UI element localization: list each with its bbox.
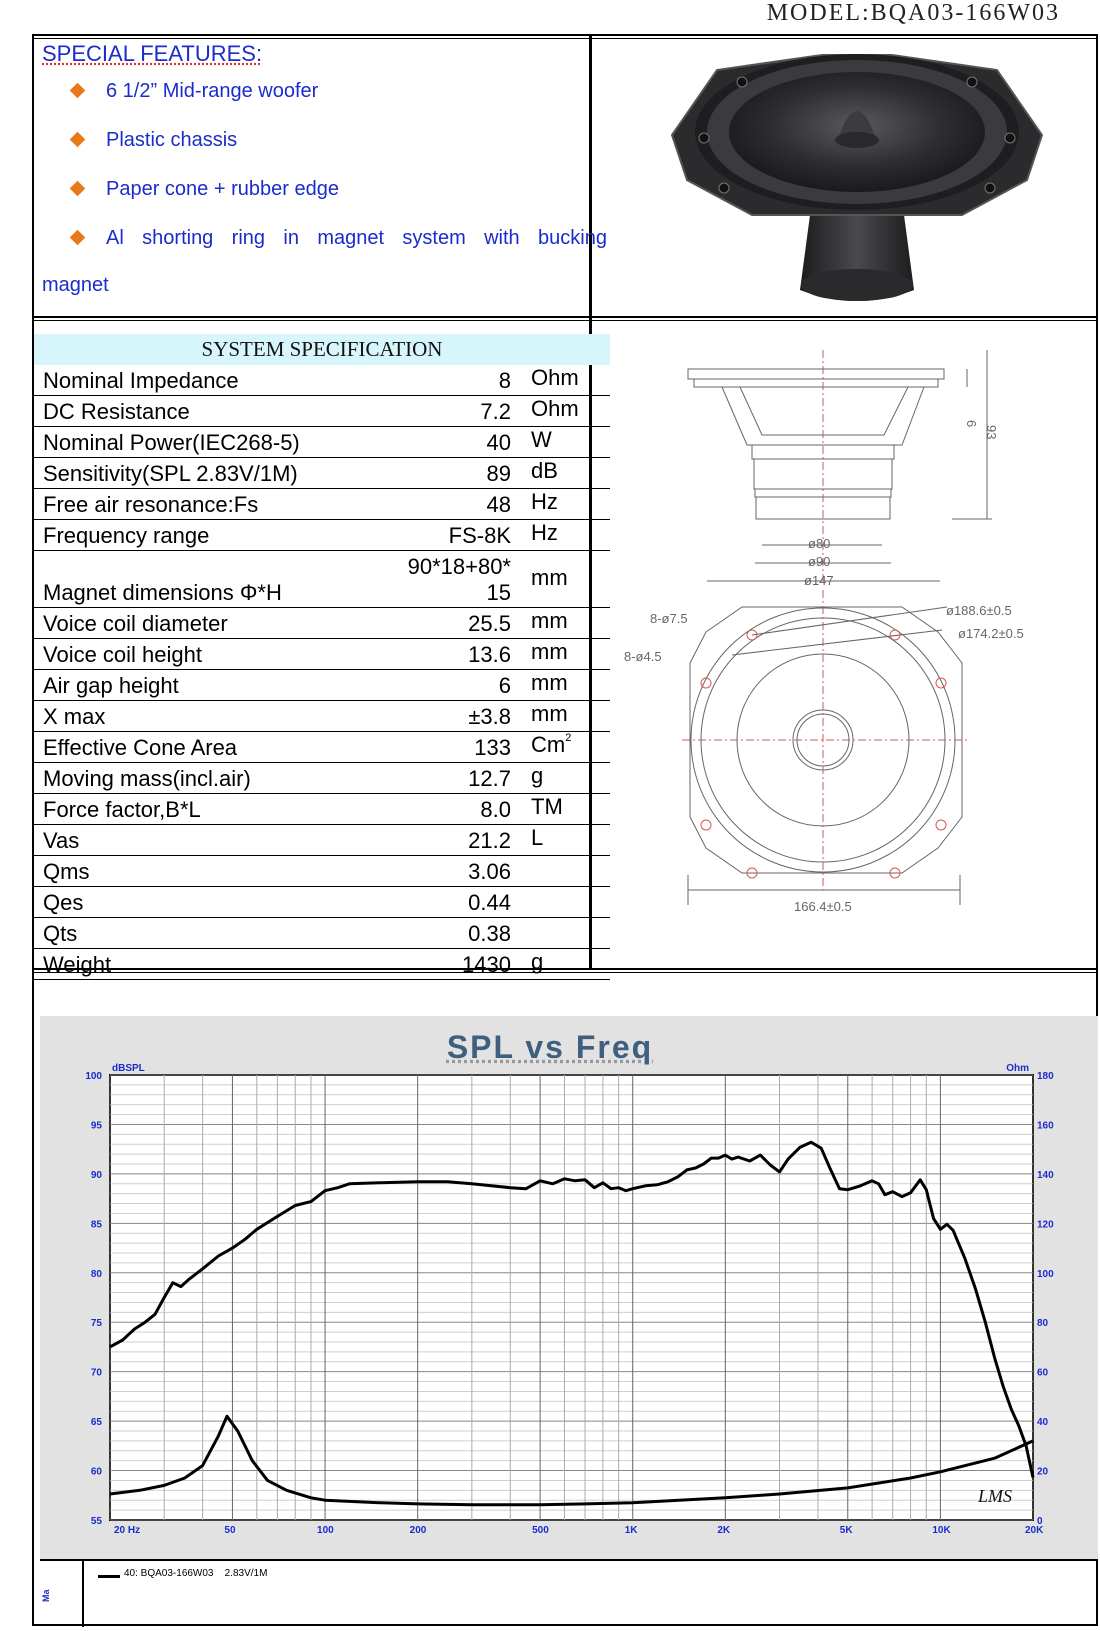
spec-value-line: 12.7: [468, 766, 511, 791]
feature-word: in: [283, 227, 299, 249]
spec-unit-text: TM: [531, 794, 563, 819]
spec-label: Weight: [43, 952, 112, 977]
y-tick-label-left: 90: [90, 1169, 102, 1181]
spec-value-line: 6: [498, 673, 511, 698]
spec-value-line: 133: [474, 735, 511, 760]
feature-word: with: [484, 227, 520, 249]
y-tick-label-right: 100: [1037, 1268, 1054, 1280]
spec-table-title: SYSTEM SPECIFICATION: [34, 334, 610, 365]
spec-unit-text: L: [531, 825, 544, 850]
spec-label: Nominal Impedance: [43, 368, 239, 393]
dim-d80: ø80: [808, 536, 831, 551]
spec-label: Nominal Power(IEC268-5): [43, 430, 300, 455]
feature-word: shorting: [142, 227, 214, 249]
y-tick-label-right: 20: [1037, 1466, 1049, 1478]
spec-value-line: 40: [486, 430, 511, 455]
feature-text: Plastic chassis: [106, 129, 238, 151]
spec-value-line: ±3.8: [468, 704, 511, 729]
spec-value-line: 90*18+80*: [407, 554, 511, 579]
x-tick-label: 100: [317, 1525, 334, 1536]
spec-value-line: 8: [498, 368, 511, 393]
spec-value-line: 8.0: [480, 797, 511, 822]
model-number: MODEL:BQA03-166W03: [766, 0, 1060, 26]
spec-value-line: 25.5: [468, 611, 511, 636]
y-axis-label-right: Ohm: [1006, 1063, 1029, 1074]
dim-d188: ø188.6±0.5: [946, 603, 1012, 618]
dim-h93: 93: [984, 425, 999, 440]
spec-value-line: 48: [486, 492, 511, 517]
y-tick-label-left: 95: [90, 1120, 102, 1132]
spec-label: DC Resistance: [43, 399, 190, 424]
feature-word: magnet: [317, 227, 385, 249]
y-tick-label-right: 60: [1037, 1367, 1049, 1379]
spec-label: Qts: [43, 921, 78, 946]
x-tick-label: 200: [409, 1525, 427, 1536]
spec-value-line: 13.6: [468, 642, 511, 667]
feature-text-continued: magnet: [42, 274, 109, 296]
legend-swatch: [98, 1575, 120, 1578]
x-tick-label: 1K: [624, 1525, 638, 1536]
dim-holes-a: 8-ø7.5: [650, 611, 688, 626]
spec-value-line: 7.2: [480, 399, 511, 424]
spec-unit-text: Ohm: [531, 396, 579, 421]
y-tick-label-right: 120: [1037, 1219, 1054, 1231]
dim-d90: ø90: [808, 554, 831, 569]
spec-label: Force factor,B*L: [43, 797, 201, 822]
y-axis-label-left: dBSPL: [112, 1063, 145, 1074]
spec-value-line: 3.06: [468, 859, 511, 884]
spec-label: Voice coil diameter: [43, 611, 228, 636]
x-tick-label: 2K: [717, 1525, 731, 1536]
y-tick-label-left: 55: [90, 1516, 102, 1527]
spec-label: Sensitivity(SPL 2.83V/1M): [43, 461, 298, 486]
spec-value-line: 0.44: [468, 890, 511, 915]
spec-unit-sup: 2: [565, 732, 572, 744]
spec-label: Frequency range: [43, 523, 210, 548]
x-tick-label: 500: [532, 1525, 549, 1536]
spec-label: Vas: [43, 828, 80, 853]
spec-label: Free air resonance:Fs: [43, 492, 259, 517]
feature-word: ring: [231, 227, 266, 249]
spec-label: Magnet dimensions Φ*H: [43, 580, 282, 605]
spec-unit-text: mm: [531, 701, 568, 726]
y-tick-label-right: 40: [1037, 1417, 1049, 1429]
feature-word: Al: [106, 227, 124, 249]
feature-word: system: [402, 227, 466, 249]
spec-value-line: 89: [486, 461, 511, 486]
dim-w166: 166.4±0.5: [794, 899, 852, 914]
y-tick-label-left: 70: [90, 1367, 102, 1379]
divider: [40, 1559, 1098, 1561]
y-tick-label-right: 180: [1037, 1071, 1054, 1082]
y-tick-label-left: 80: [90, 1268, 102, 1280]
spec-unit-text: dB: [531, 458, 558, 483]
feature-text: 6 1/2” Mid-range woofer: [106, 80, 319, 102]
y-tick-label-left: 60: [90, 1466, 102, 1478]
x-tick-label: 5K: [839, 1525, 853, 1536]
watermark-logo: LMS: [978, 1486, 1013, 1506]
spec-unit-text: Ohm: [531, 365, 579, 390]
spec-unit-text: g: [531, 763, 544, 788]
dim-d147: ø147: [804, 573, 834, 588]
dim-h6: 6: [964, 420, 979, 428]
features-title: SPECIAL FEATURES:: [42, 41, 263, 66]
x-tick-label: 10K: [932, 1525, 951, 1536]
spec-unit-text: Hz: [531, 520, 558, 545]
chart-title: SPL vs Freq: [446, 1029, 654, 1065]
spec-label: Qms: [43, 859, 90, 884]
y-tick-label-right: 80: [1037, 1318, 1049, 1330]
dim-holes-b: 8-ø4.5: [624, 649, 662, 664]
divider: [82, 1561, 84, 1627]
y-tick-label-right: 160: [1037, 1120, 1054, 1132]
spec-value-line: 1430: [462, 952, 511, 977]
spec-value-line: 15: [486, 580, 511, 605]
spec-label: Air gap height: [43, 673, 179, 698]
feature-text: Paper cone + rubber edge: [106, 178, 339, 200]
spec-value-line: FS-8K: [448, 523, 511, 548]
y-tick-label-left: 75: [90, 1318, 102, 1330]
spec-unit-text: g: [531, 949, 544, 974]
spec-value-line: 21.2: [468, 828, 511, 853]
spec-label: Moving mass(incl.air): [43, 766, 251, 791]
y-tick-label-right: 0: [1037, 1516, 1043, 1527]
feature-word: bucking: [538, 227, 607, 249]
spec-unit-text: Hz: [531, 489, 558, 514]
side-label: Ma: [41, 1589, 51, 1602]
spec-unit-text: mm: [531, 608, 568, 633]
chart-legend: [40, 1561, 1098, 1626]
spec-unit-text: W: [531, 427, 552, 452]
spec-unit-text: mm: [531, 639, 568, 664]
spec-label: Effective Cone Area: [43, 735, 238, 760]
x-tick-label: 20 Hz: [114, 1525, 141, 1536]
x-tick-label: 50: [224, 1525, 236, 1536]
spec-unit-text: mm: [531, 565, 568, 590]
y-tick-label-left: 65: [90, 1417, 102, 1429]
y-tick-label-right: 140: [1037, 1169, 1054, 1181]
dim-d174: ø174.2±0.5: [958, 626, 1024, 641]
y-tick-label-left: 100: [85, 1071, 102, 1082]
spec-label: X max: [43, 704, 106, 729]
spec-value-line: 0.38: [468, 921, 511, 946]
y-tick-label-left: 85: [90, 1219, 102, 1231]
spec-label: Voice coil height: [43, 642, 202, 667]
legend-text: 40: BQA03-166W03 2.83V/1M: [124, 1568, 268, 1579]
x-tick-label: 20K: [1025, 1525, 1044, 1536]
spec-unit-text: mm: [531, 670, 568, 695]
spec-unit-text: Cm: [531, 732, 566, 757]
spec-label: Qes: [43, 890, 84, 915]
